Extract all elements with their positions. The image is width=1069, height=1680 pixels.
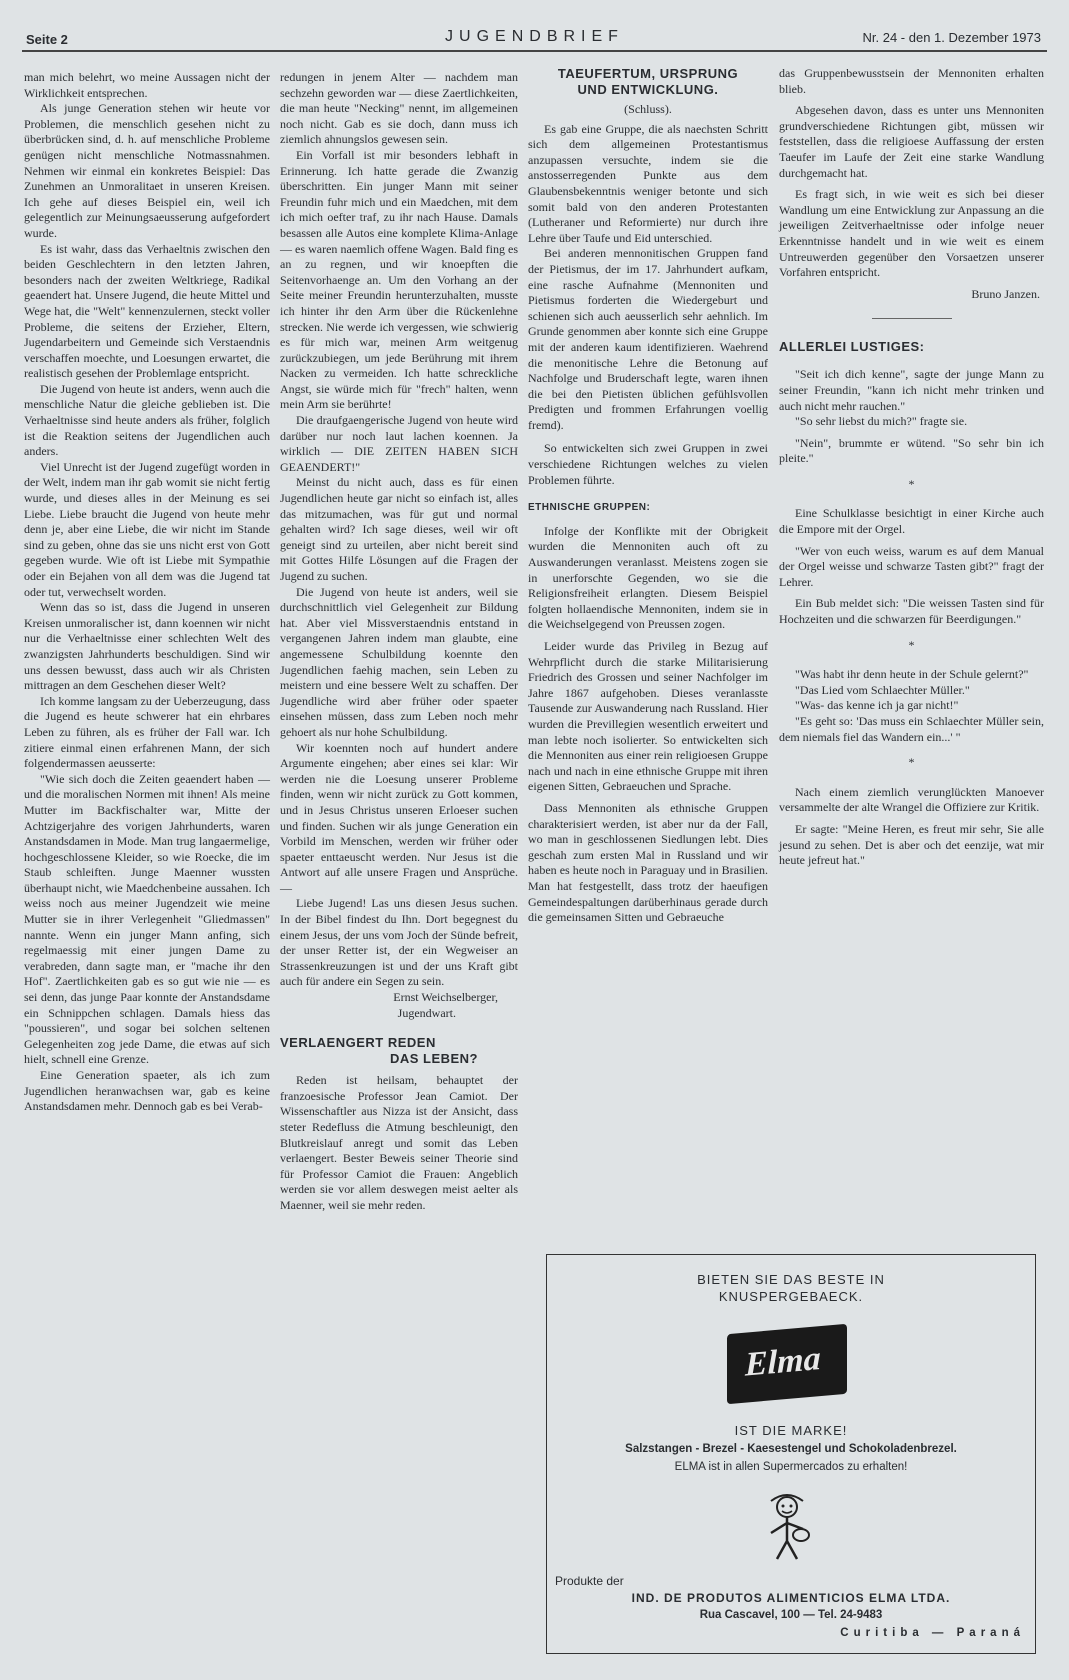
joke-line: Ein Bub meldet sich: "Die weissen Tasten sind für Hochzeiten und die schwarzen für Beerdigungen." [779, 596, 1044, 627]
ad-city: Curitiba — Paraná [840, 1627, 1025, 1639]
paragraph: man mich belehrt, wo meine Aussagen nicht der Wirklichkeit entsprechen. [24, 70, 270, 100]
column-3 [528, 66, 768, 926]
separator-star: * [908, 476, 915, 491]
section-heading: ALLERLEI LUSTIGES: [779, 339, 925, 355]
paragraph: Infolge der Konflikte mit der Obrigkeit wurden die Mennoniten auch oft zu Auswanderungen veranlasst. Meistens zogen sie in unerforschte Gegenden, wo sie die Religionsfreiheit erlangten. Diesem Beispiel folgten hollaendische Mennoniten, indem sie in die Weichselgegend von Preussen zogen. [528, 523, 768, 632]
paragraph: Es fragt sich, in wie weit es sich bei dieser Wandlung um eine Entwicklung zur Anpassung an die jeweiligen Zeitverhaeltnisse oder infolge neuer Erkenntnisse handelt und in wie weit es einem Untreuwerden gegenüber den Vorsaetzen unserer Vorfahren entspricht. [779, 187, 1044, 280]
mascot-icon [761, 1493, 813, 1563]
paragraph: "Wie sich doch die Zeiten geaendert haben — und die moralischen Normen mit ihnen! Als meine Mutter im Backfischalter war, Mitte der Achtzigerjahre des vorigen Jahrhunderts, waren Anstandsdamen in Mode. Man trug langaermelige, hochgeschlossene Kleider, so wie Roecke, die im Staub schleiften. Junge Maenner wussten überhaupt nicht, wie Maedchenbeine aussahen. Ich weiss noch aus meiner Jugendzeit wie meine Mutter sie in ihrer Verlegenheit "Gliedmassen" nannte. Wenn ein junger Mann anfing, sich regelmaessig mit einer jungen Dame zu verabreden, dann sagte man, er "mache ihr den Hof". Zaertlichkeiten gab es so gut wie nie — es sei denn, das junge Paar konnte der Anstandsdame ein Schnippchen schlagen. Damals hiess das "poussieren", und sogar bei solchen seltenen Gelegenheiten zog jede Dame, die etwas auf sich hielt, schnell eine Grenze. [24, 771, 270, 1067]
ad-availability: ELMA ist in allen Supermercados zu erhalten! [674, 1461, 908, 1473]
joke-line: Nach einem ziemlich verunglückten Manoever versammelte der alte Wrangel die Offiziere zur Kritik. [779, 784, 1044, 815]
paragraph: Ein Vorfall ist mir besonders lebhaft in Erinnerung. Ich hatte gerade die Zwanzig überschritten. Ein junger Mann mit seiner Freundin fuhr mich und ein Maedchen, mit dem ich mich oefter traf, zu ihr nach Hause. Damals besassen alle Autos eine komplete Klima-Anlage — es waren naemlich offene Wagen. Bald fing es an zu regnen, und wir knoepften die Seitenvorhaenge an. Um den Vorhang an der Seite meiner Freundin herunterzuhalten, musste ich hinter ihr den Arm über die Rückenlehne strecken. Nie werde ich vergessen, wie schwierig es für mich war, meinen Arm weitgenug zurückzubiegen, um jede Berührung mit ihrem Nacken zu vermeiden. Ich hatte schreckliche Angst, sie würde mich für "frech" halten, wenn mein Arm sie berührte! [280, 147, 518, 412]
column-1 [24, 70, 270, 1115]
separator-star: * [908, 637, 915, 652]
article-title-line2: DAS LEBEN? [389, 1051, 478, 1067]
paragraph: redungen in jenem Alter — nachdem man sechzehn geworden war — diese Zaertlichkeiten, die man heute "Necking" nennt, im allgemeinen noch nicht. Gab es sie doch, dann muss ich ziemlich ahnungslos gewesen sein. [280, 70, 518, 147]
joke-line: "Es geht so: 'Das muss ein Schlaechter Müller sein, dem niemals fiel das Wandern ein...' " [779, 714, 1044, 744]
ad-headline-line1: BIETEN SIE DAS BESTE IN [697, 1272, 885, 1287]
joke-line: "Seit ich dich kenne", sagte der junge Mann zu seiner Freundin, "kann ich nicht mehr trinken und auch nicht mehr rauchen." [779, 367, 1044, 413]
article-title-line2: UND ENTWICKLUNG. [577, 82, 719, 97]
paragraph: Wir koennten noch auf hundert andere Argumente eingehen; aber eines sei klar: Wir werden nie die Loesung unserer Probleme finden, wenn wir nicht zurück zu Gott kommen, und in Jesus Christus unseren Erloeser suchen und finden. Suchen wir als junge Generation ein Vorbild im Menschen, werden wir früher oder spaeter enttaeuscht werden. Nur Jesus ist die Antwort auf alle unsere Fragen und Ansprüche. — [280, 740, 518, 895]
paragraph: Meinst du nicht auch, dass es für einen Jugendlichen heute gar nicht so einfach ist, alles das mitzumachen, was für gut und normal gehalten wird? Ich sage dieses, weil wir oft geneigt sind zu urteilen, aber nicht bereit sind mit Gottes Hilfe Lösungen auf die Fragen der Jugend zu suchen. [280, 475, 518, 583]
joke-line: "Das Lied vom Schlaechter Müller." [795, 682, 970, 697]
joke-line: "Nein", brummte er wütend. "So sehr bin ich pleite." [779, 435, 1044, 466]
ad-slogan: IST DIE MARKE! [734, 1423, 848, 1438]
ad-products: Salzstangen - Brezel - Kaesestengel und Schokoladenbrezel. [625, 1443, 957, 1455]
paragraph: Es gab eine Gruppe, die als naechsten Schritt sich dem allgemeinen Protestantismus anzupassen versuchte, indem sie die anstosserregenden Punkte aus dem Glaubensbekenntnis weniger betonte und sich somit bald von den anderen Protestanten (Lutheraner und Reformierte) nur durch ihre Lehre über Taufe und Eid unterschied. [528, 121, 768, 245]
paragraph: Als junge Generation stehen wir heute vor Problemen, die menschlich gesehen nicht zu überbrücken sind, d. h. auf menschliche Probleme genügen nicht menschliche Notmassnahmen. Nehmen wir einmal ein konkretes Beispiel: Das Zunehmen an Unmoralitaet in unseren Kreisen. Ich gehe auf dieses Beispiel ein, weil ich gelegentlich zur Meinungsaeusserung aufgefordert wurde. [24, 101, 270, 240]
paragraph: Die Jugend von heute ist anders, wenn auch die menschliche Natur die gleiche geblieben ist. Die Verhaeltnisse sind heute anders als früher, folglich ist die Reaktion seitens der Jugendlichen auch anders. [24, 381, 270, 459]
joke-line: Er sagte: "Meine Heren, es freut mir sehr, Sie alle jesund zu sehen. Det is aber och det eenzije, wat mir heute jefreut hat." [779, 821, 1044, 868]
paragraph: Reden ist heilsam, behauptet der franzoesische Professor Jean Camiot. Der Wissenschaftler aus Nizza ist der Ansicht, dass steter Redefluss die Atmung beschleunigt, den Blutkreislauf anregt und somit das Leben verlaengert. Bester Beweis seiner Theorie sind für Professor Camiot die Frauen: Angeblich werden sie vor allem deswegen meist aelter als Maenner, weil sie mehr reden. [280, 1073, 518, 1212]
paragraph: Ich komme langsam zu der Ueberzeugung, dass die Jugend es heute schwerer hat ein ehrbares Leben zu führen, als es früher der Fall war. Ich zitiere einmal einen erfahrenen Mann, der sich folgendermassen aeusserte: [24, 693, 270, 771]
author-role: Jugendwart. [397, 1005, 456, 1020]
paragraph: Es ist wahr, dass das Verhaeltnis zwischen den beiden Geschlechtern in den letzten Jahren, besonders nach der zweiten Weltkriege, Radikal geaendert hat. Unsere Jugend, die heute Mittel und Wege hat, die "Welt" kennenzulernen, steckt voller Probleme, die seitens der Erzieher, Eltern, Jugendarbeitern und Gemeinde sich Verstaendnis verschaffen moechte, und Loesungen erwartet, die realistisch gesehen der Problemlage entspricht. [24, 241, 270, 381]
elma-logo [727, 1324, 847, 1404]
paragraph: Wenn das so ist, dass die Jugend in unseren Kreisen unmoralischer ist, dann koennen wir nicht nur die Verhaeltnisse einer schlechten Welt des zwanzigsten Jahrhunderts beschuldigen. Sind wir uns dessen bewusst, dass auch wir als Christen mittragen an dem Geschehen dieser Welt? [24, 600, 270, 693]
joke-line: "Was- das kenne ich ja gar nicht!" [795, 698, 959, 713]
ad-producer-label: Produkte der [555, 1574, 624, 1588]
joke-line: "So sehr liebst du mich?" fragte sie. [795, 414, 968, 429]
paragraph: Die draufgaengerische Jugend von heute wird darüber nur noch laut lachen koennen. Ja wirklich — DIE ZEITEN HABEN SICH GEAENDERT!" [280, 413, 518, 474]
column-4 [779, 66, 1044, 869]
logo-text: Elma [745, 1340, 821, 1384]
section-divider [872, 318, 952, 319]
paragraph: Eine Generation spaeter, als ich zum Jugendlichen heranwachsen war, gab es keine Anstandsdamen mehr. Dennoch gab es bei Verab- [24, 1068, 270, 1114]
masthead: JUGENDBRIEF [445, 28, 624, 45]
article-title: VERLAENGERT REDEN [280, 1035, 436, 1051]
paragraph: Abgesehen davon, dass es unter uns Mennoniten grundverschiedene Richtungen gibt, müssen wir feststellen, dass die religioese Auffassung der ersten Taeufer im Laufe der Zeit eine starke Wandlung durchgemacht hat. [779, 103, 1044, 180]
paragraph: Leider wurde das Privileg in Bezug auf Wehrpflicht durch die starke Militarisierung Friedrich des Grossen und seiner Nachfolger im Jahre 1867 aufgehoben. Dieses veranlasste Tausende zur Auswanderung nach Russland. Hier wurden die Previllegien wesentlich erweitert und man lebte noch isolierter. So entwickelten sich die Mennoniten aus einer rein religioesen Gruppe nach und nach in eine ethnische Gruppe mit ihren eigenen Sitten, Gebraeuchen und Sprache. [528, 639, 768, 794]
paragraph: So entwickelten sich zwei Gruppen in zwei verschiedene Richtungen welches zu vielen Problemen führte. [528, 441, 768, 487]
header-rule [22, 50, 1047, 52]
page-header [0, 28, 1069, 52]
author-signature: Ernst Weichselberger, [393, 990, 498, 1005]
ad-company: IND. DE PRODUTOS ALIMENTICIOS ELMA LTDA. [631, 1591, 951, 1605]
separator-star: * [908, 755, 915, 770]
article-title: TAEUFERTUM, URSPRUNG [557, 66, 739, 81]
joke-line: Eine Schulklasse besichtigt in einer Kirche auch die Empore mit der Orgel. [779, 506, 1044, 537]
joke-line: "Was habt ihr denn heute in der Schule gelernt?" [795, 667, 1029, 682]
ad-address: Rua Cascavel, 100 — Tel. 24-9483 [699, 1609, 883, 1621]
advertisement-box [546, 1254, 1036, 1654]
joke-line: "Wer von euch weiss, warum es auf dem Manual der Orgel weisse und schwarze Tasten gibt?" fragt der Lehrer. [779, 543, 1044, 589]
ad-headline [547, 1271, 1035, 1305]
article-subtitle: (Schluss). [624, 102, 672, 116]
page-number: Seite 2 [26, 32, 68, 47]
paragraph: Dass Mennoniten als ethnische Gruppen charakterisiert werden, ist aber nur da der Fall, wo man in geschlossenen Siedlungen lebt. Dies geschah zum ersten Mal in Russland und wir haben es heute noch in Paraguay und in Brasilien. Man hat festgestellt, dass trotz der haeufigen Gemeindespaltungen darüberhinaus gerade durch die gemeinsamen Sitten und Gebraeuche [528, 800, 768, 925]
paragraph: Bei anderen mennonitischen Gruppen fand der Pietismus, der im 17. Jahrhundert aufkam, eine rasche Aufnahme (Mennoniten und Pietismus forderten die Wiedergeburt und schienen sich auch aeusserlich sehr aehnlich. Im Grunde genommen aber konnte sich eine Gruppe mit der anderen kaum identifizieren. Waehrend die menonitische Lehre die Betonung auf Nachfolge und Bruderschaft legte, waren ihnen die bei den Pietisten üblichen gefühlsvollen Predigten und frommen Erfahrungen voellig fremd). [528, 246, 768, 432]
column-2 [280, 70, 518, 1214]
paragraph: Die Jugend von heute ist anders, weil sie durchschnittlich viel Gelegenheit zur Bildung hat. Aber viel Missverstaendnis entstand in vergangenen Jahren indem man glaubte, eine angemessene Schulbildung koennte den Jugendlichen faehig machen, sein Leben zu meistern und eine bessere Welt zu schaffen. Der Jugendliche wird aber früher oder spaeter einsehen müssen, dass zum Leben noch mehr gehoert als nur hohe Schulbildung. [280, 584, 518, 739]
ad-headline-line2: KNUSPERGEBAECK. [718, 1289, 864, 1304]
issue-date: Nr. 24 - den 1. Dezember 1973 [862, 30, 1041, 45]
paragraph: Liebe Jugend! Las uns diesen Jesus suchen. In der Bibel findest du Ihn. Dort begegnest du einem Jesus, der uns vom Joch der Sünde befreit, der unser Retter ist, der ein Wegweiser an Strassenkreuzungen ist und der uns Kraft gibt auch für andere ein Segen zu sein. [280, 896, 518, 989]
author-signature: Bruno Janzen. [971, 286, 1040, 301]
paragraph: das Gruppenbewusstsein der Mennoniten erhalten blieb. [779, 66, 1044, 96]
paragraph: Viel Unrecht ist der Jugend zugefügt worden in der Welt, indem man ihr gab womit sie nicht fertig wurde, und dieses alles in der Meinung es sei Liebe. Liebe braucht die Jugend von heute mehr denn je, aber eine Liebe, die wir nicht im Stande sind zu geben, ohne das sie uns nicht erst von Gott gegeben wurde. Wie oft ist Liebe mit Sympathie oder ein Bejahen von all dem was die Jugend tat oder tut, verwechselt worden. [24, 459, 270, 599]
section-heading: ETHNISCHE GRUPPEN: [528, 502, 651, 514]
